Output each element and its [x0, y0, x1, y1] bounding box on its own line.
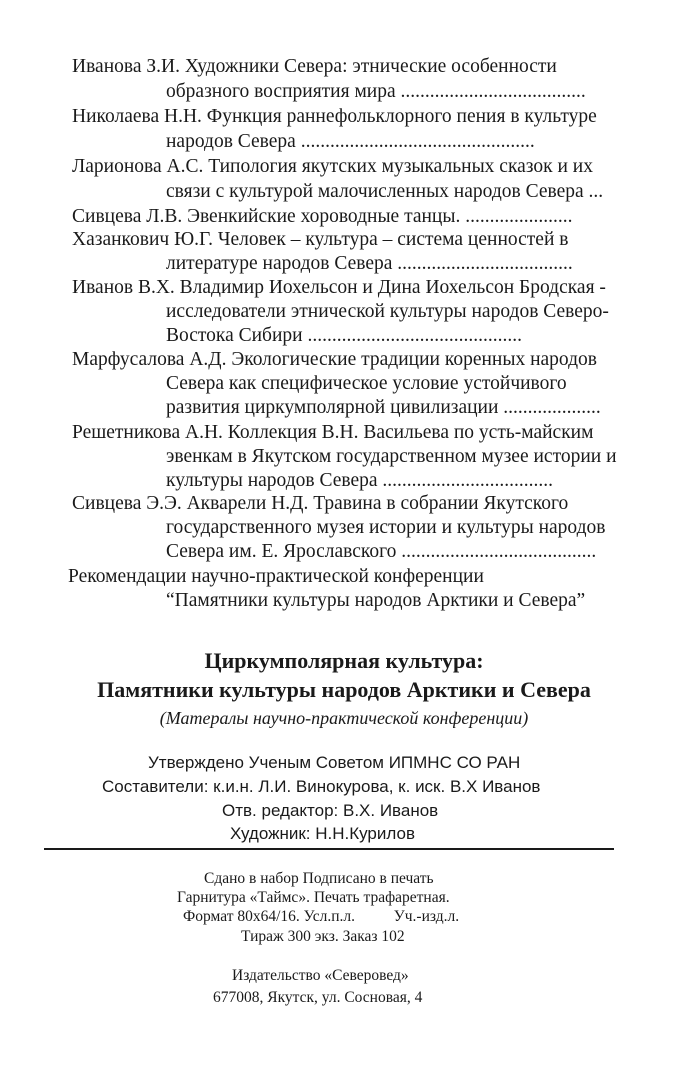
- publisher-name: Издательство «Северовед»: [232, 967, 409, 984]
- toc-entry-author-title: Иванова З.И. Художники Севера: этнические особенности: [72, 56, 557, 77]
- toc-entry-continuation: образного восприятия мира ......................................: [166, 81, 586, 102]
- toc-entry-continuation: Востока Сибири ............................................: [166, 325, 522, 346]
- toc-entry-continuation: народов Севера ................................................: [166, 131, 535, 152]
- toc-entry-author-title: Иванов В.Х. Владимир Иохельсон и Дина Иохельсон Бродская -: [72, 277, 606, 298]
- toc-entry-author-title: Марфусалова А.Д. Экологические традиции коренных народов: [72, 349, 597, 370]
- horizontal-divider: [44, 848, 614, 850]
- publisher-address: 677008, Якутск, ул. Сосновая, 4: [213, 989, 423, 1006]
- toc-entry-continuation: развития циркумполярной цивилизации ....................: [166, 397, 601, 418]
- toc-entry-continuation: Севера как специфическое условие устойчивого: [166, 373, 567, 394]
- book-subtitle-note: (Матерaлы научно-практической конференции): [159, 708, 529, 728]
- editor-line: Отв. редактор: В.Х. Иванов: [222, 801, 439, 820]
- toc-entry-author-title: Сивцева Э.Э. Акварели Н.Д. Травина в собрании Якутского: [72, 493, 569, 514]
- toc-entry-author-title: Решетникова А.Н. Коллекция В.Н. Васильева по усть-майским: [72, 422, 594, 443]
- toc-entry-continuation: эвенкам в Якутском государственном музее истории и: [166, 446, 617, 467]
- imprint-line: Тираж 300 экз. Заказ 102: [241, 928, 405, 945]
- toc-entry-author-title: Сивцева Л.В. Эвенкийские хороводные танцы. ......................: [72, 206, 573, 227]
- toc-entry-author-title: Николаева Н.Н. Функция раннефольклорного пения в культуре: [72, 106, 597, 127]
- toc-entry-continuation: государственного музея истории и культуры народов: [166, 517, 606, 538]
- toc-entry-continuation: литературе народов Севера ....................................: [166, 253, 573, 274]
- toc-entry-author-title: Хазанкович Ю.Г. Человек – культура – система ценностей в: [72, 229, 569, 250]
- imprint-line: Сдано в набор Подписано в печать: [204, 870, 434, 887]
- toc-entry-continuation: культуры народов Севера ...................................: [166, 470, 554, 491]
- toc-entry-author-title: Рекомендации научно-практической конференции: [68, 566, 484, 587]
- toc-entry-author-title: Ларионова А.С. Типология якутских музыкальных сказок и их: [72, 156, 593, 177]
- approval-line: Утверждено Ученым Советом ИПМНС СО РАН: [148, 753, 521, 772]
- imprint-line: Формат 80х64/16. Усл.п.л. Уч.-изд.л.: [183, 908, 460, 925]
- toc-entry-continuation: Севера им. Е. Ярославского ........................................: [166, 541, 597, 562]
- artist-line: Художник: Н.Н.Курилов: [230, 824, 415, 843]
- toc-entry-continuation: “Памятники культуры народов Арктики и Севера”: [166, 590, 586, 611]
- compilers-line: Составители: к.и.н. Л.И. Винокурова, к. иск. В.Х Иванов: [102, 777, 541, 796]
- book-title: Циркумполярная культура:: [204, 648, 484, 673]
- toc-entry-continuation: связи с культурой малочисленных народов Севера ...: [166, 181, 604, 202]
- toc-entry-continuation: исследователи этнической культуры народов Северо-: [166, 301, 609, 322]
- book-subtitle-main: Памятники культуры народов Арктики и Севера: [97, 677, 591, 702]
- imprint-line: Гарнитура «Таймс». Печать трафаретная.: [177, 889, 450, 906]
